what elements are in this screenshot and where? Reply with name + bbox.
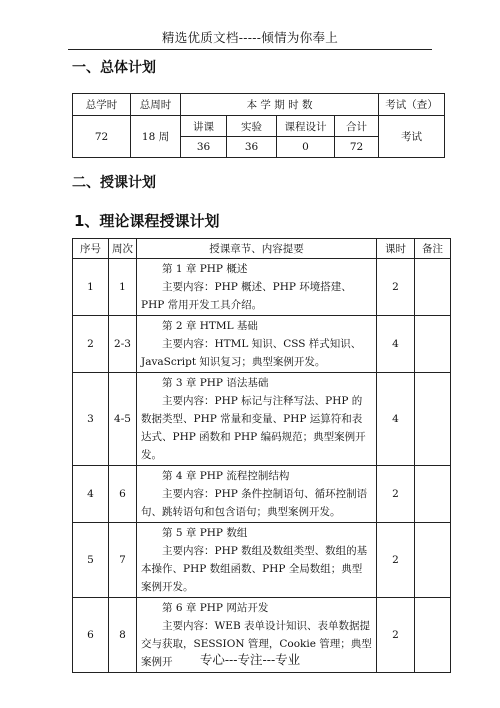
col-header-week: 周次 [109,239,137,259]
table-row [73,259,451,316]
row-note [415,466,451,523]
row-topic [137,316,377,373]
row-chapter: 第 3 章 PHP 语法基础 [162,377,269,389]
row-no: 6 [73,598,109,673]
value-design: 0 [277,137,335,158]
row-content: 主要内容：WEB 表单设计知识、表单数据提交与获取，SESSION 管理，Cookie 管理；典型案例开 [141,620,372,668]
col-header-content: 授课章节、内容提要 [137,239,377,259]
row-no: 1 [73,259,109,316]
section-title-teaching-plan: 二、授课计划 [72,175,156,191]
row-no: 5 [73,523,109,598]
row-content: 主要内容：PHP 数组及数组类型、数组的基本操作、PHP 数组函数、PHP 全局数组；典型案例开发。 [141,545,368,593]
value-lab: 36 [227,137,277,158]
table-row [73,316,451,373]
row-chapter: 第 5 章 PHP 数组 [162,527,248,539]
subheader-total: 合计 [335,116,379,137]
section-title-overall-plan: 一、总体计划 [72,60,156,76]
row-topic [137,373,377,466]
row-hours: 4 [377,316,415,373]
subheader-lecture: 讲课 [181,116,227,137]
row-hours: 2 [377,523,415,598]
row-week: 6 [109,466,137,523]
row-topic [137,259,377,316]
value-total-weeks: 18 周 [131,116,181,158]
row-note [415,316,451,373]
row-week: 1 [109,259,137,316]
subheader-design: 课程设计 [277,116,335,137]
row-note [415,373,451,466]
row-hours: 2 [377,598,415,673]
value-exam-type: 考试 [379,116,445,158]
row-hours: 4 [377,373,415,466]
col-header-hours: 课时 [377,239,415,259]
row-week: 8 [109,598,137,673]
subheader-lab: 实验 [227,116,277,137]
section-title-theory-plan: 1、理论课程授课计划 [74,212,220,230]
row-content: 主要内容：PHP 条件控制语句、循环控制语句、跳转语句和包含语句；典型案例开发。 [141,488,368,518]
col-header-note: 备注 [415,239,451,259]
col-header-no: 序号 [73,239,109,259]
row-no: 4 [73,466,109,523]
overall-plan-table [72,93,445,158]
row-no: 2 [73,316,109,373]
page-header: 精选优质文档-----倾情为你奉上 [161,30,339,45]
row-chapter: 第 4 章 PHP 流程控制结构 [162,470,290,482]
row-chapter: 第 6 章 PHP 网站开发 [162,602,269,614]
header-exam-type: 考试（查） [379,94,445,116]
row-no: 3 [73,373,109,466]
row-chapter: 第 2 章 HTML 基础 [162,320,258,332]
row-hours: 2 [377,466,415,523]
row-topic [137,523,377,598]
header-rule [68,49,432,50]
row-content: 主要内容：PHP 概述、PHP 环境搭建、PHP 常用开发工具介绍。 [141,281,352,311]
theory-schedule-table [72,238,451,673]
header-semester-hours: 本 学 期 时 数 [181,94,379,116]
value-lecture: 36 [181,137,227,158]
header-total-hours: 总学时 [73,94,131,116]
value-total-hours: 72 [73,116,131,158]
row-hours: 2 [377,259,415,316]
row-topic [137,466,377,523]
page-footer: 专心---专注---专业 [199,652,301,667]
header-total-weeks: 总周时 [131,94,181,116]
row-week: 7 [109,523,137,598]
table-row [73,466,451,523]
value-total: 72 [335,137,379,158]
row-chapter: 第 1 章 PHP 概述 [162,263,248,275]
table-row [73,523,451,598]
row-content: 主要内容：HTML 知识、CSS 样式知识、JavaScript 知识复习；典型案例开发。 [141,338,362,368]
row-week: 4-5 [109,373,137,466]
table-row [73,373,451,466]
row-note [415,523,451,598]
row-week: 2-3 [109,316,137,373]
row-content: 主要内容：PHP 标记与注释写法、PHP 的数据类型、PHP 常量和变量、PHP 运算符和表达式、PHP 函数和 PHP 编码规范；典型案例开发。 [141,395,366,461]
row-note [415,259,451,316]
